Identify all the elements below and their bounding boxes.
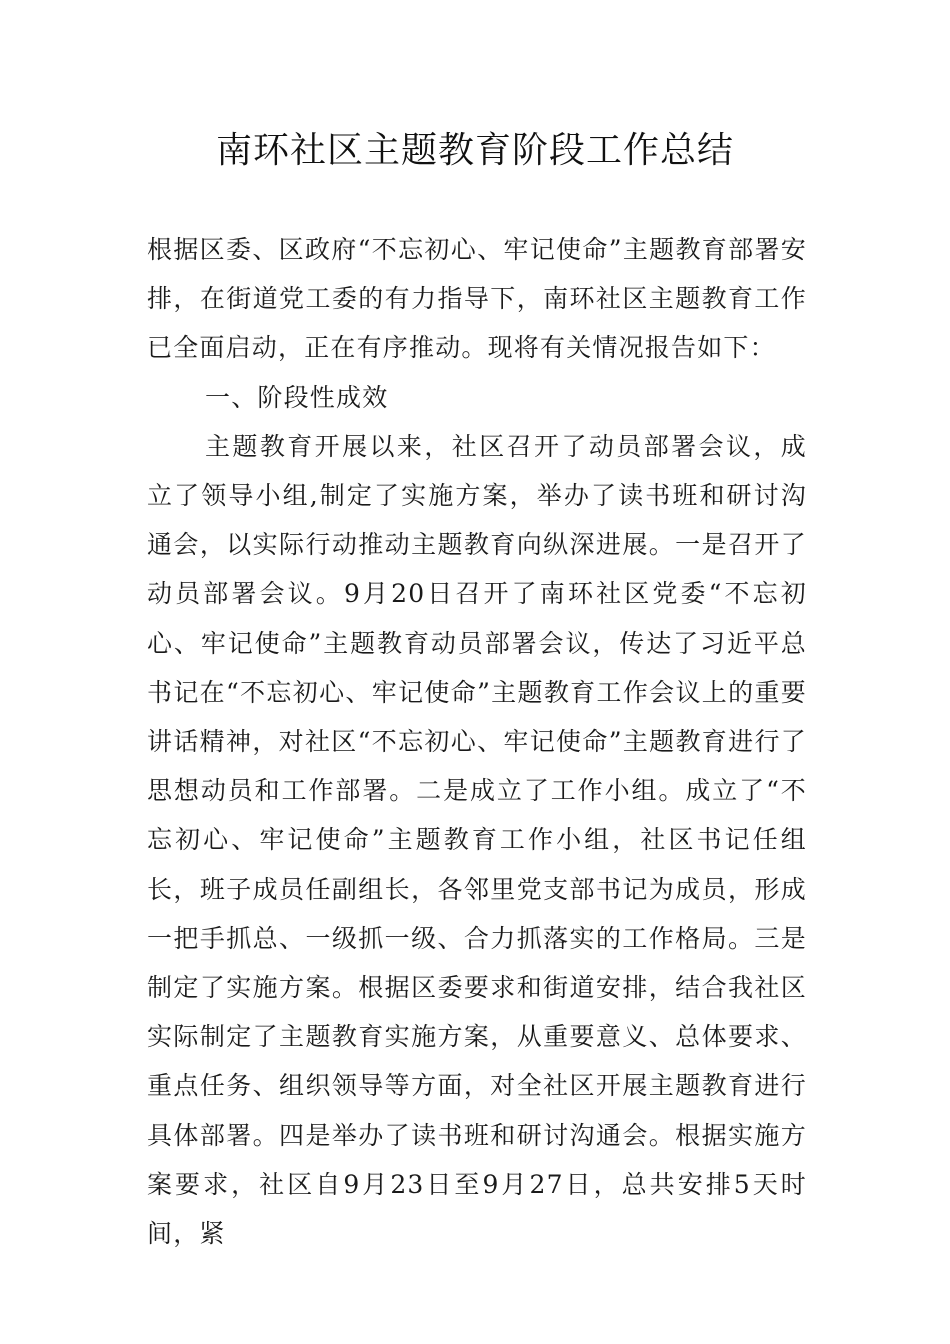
document-body — [147, 225, 807, 1258]
document-title: 南环社区主题教育阶段工作总结 — [215, 130, 734, 171]
body-paragraph: 主题教育开展以来，社区召开了动员部署会议，成立了领导小组,制定了实施方案，举办了读书班和研讨沟通会，以实际行动推动主题教育向纵深进展。一是召开了动员部署会议。9月20日召开了南环社区党委“不忘初心、牢记使命”主题教育动员部署会议，传达了习近平总书记在“不忘初心、牢记使命”主题教育工作会议上的重要讲话精神，对社区“不忘初心、牢记使命”主题教育进行了思想动员和工作部署。二是成立了工作小组。成立了“不忘初心、牢记使命”主题教育工作小组，社区书记任组长，班子成员任副组长，各邻里党支部书记为成员，形成一把手抓总、一级抓一级、合力抓落实的工作格局。三是制定了实施方案。根据区委要求和街道安排，结合我社区实际制定了主题教育实施方案，从重要意义、总体要求、重点任务、组织领导等方面，对全社区开展主题教育进行具体部署。四是举办了读书班和研讨沟通会。根据实施方案要求，社区自9月23日至9月27日，总共安排5天时间，紧 — [147, 431, 807, 1249]
intro-paragraph: 根据区委、区政府“不忘初心、牢记使命”主题教育部署安排，在街道党工委的有力指导下，南环社区主题教育工作已全面启动，正在有序推动。现将有关情况报告如下： — [147, 235, 807, 363]
section-heading: 一、阶段性成效 — [205, 382, 389, 412]
